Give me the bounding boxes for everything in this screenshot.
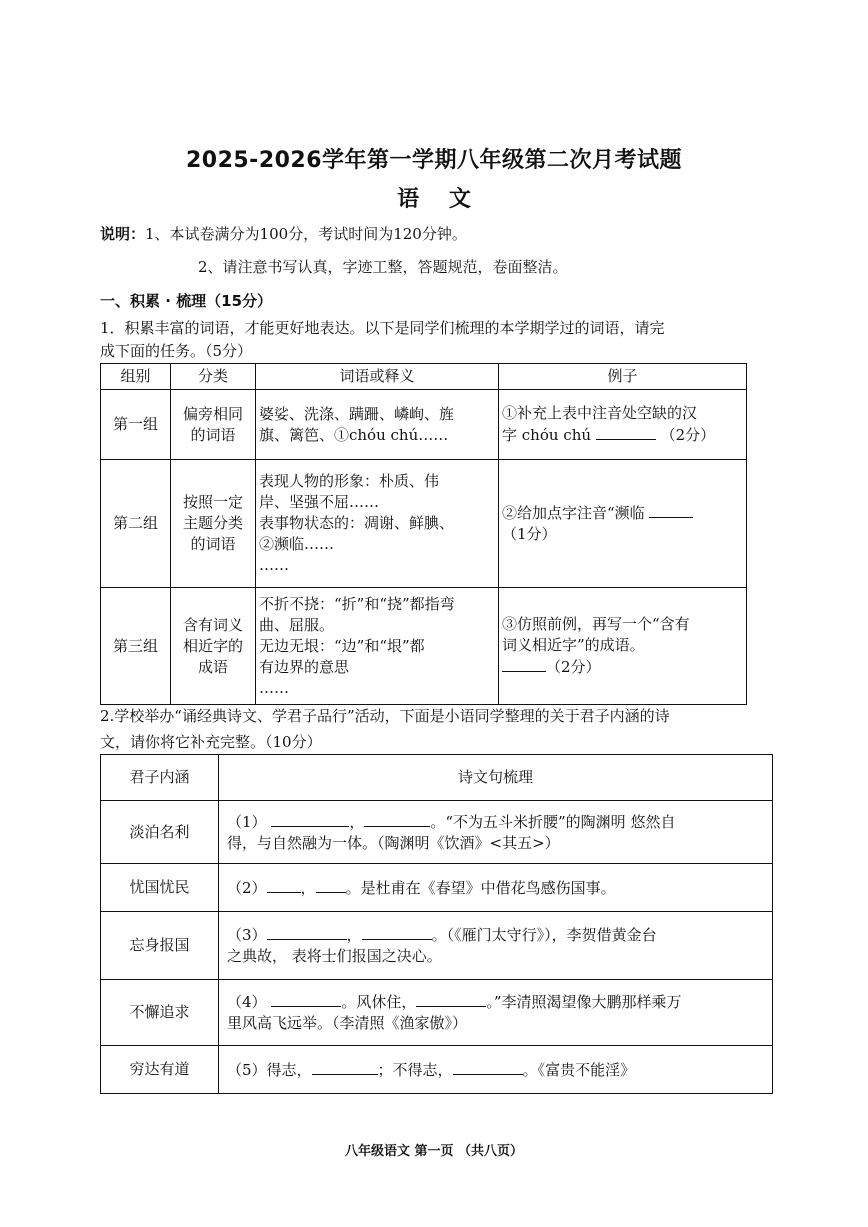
example-line: 词义相近字”的成语。 — [502, 636, 645, 654]
answer-blank[interactable] — [596, 424, 656, 440]
score-text: （2分） — [660, 426, 716, 444]
words-line: 无边无垠：“边”和“垠”都 — [259, 636, 425, 655]
poem-text: 。是杜甫在《春望》中借花鸟感伤国事。 — [345, 878, 616, 897]
poem-line — [227, 877, 769, 899]
category-cell — [171, 588, 256, 705]
example-line — [502, 424, 743, 446]
words-line: 表现人物的形象：朴质、伟 — [259, 472, 440, 490]
table-row — [101, 912, 773, 980]
section1-heading: 一、积累 · 梳理（15分） — [100, 292, 273, 310]
table-row — [101, 390, 747, 460]
instructions-label: 说明： — [100, 225, 146, 243]
words-line: 曲、屈服。 — [259, 615, 335, 634]
exam-title: 2025-2026学年第一学期八年级第二次月考试题 — [185, 148, 683, 173]
poem-line — [227, 811, 769, 833]
poem-cell — [219, 912, 773, 980]
answer-blank[interactable] — [267, 924, 347, 940]
col-header-poems: 诗文句梳理 — [219, 755, 773, 801]
page-footer: 八年级语文 第一页 （共八页） — [344, 1144, 524, 1159]
item-number: （1） — [227, 812, 267, 831]
answer-blank[interactable] — [453, 1059, 523, 1075]
group-cell: 第三组 — [101, 588, 171, 705]
col-header-category: 分类 — [171, 364, 256, 390]
poem-cell — [219, 801, 773, 864]
example-text: 字 chóu chú — [502, 426, 592, 444]
meaning-cell: 淡泊名利 — [101, 801, 219, 864]
poem-cell — [219, 864, 773, 912]
words-line: …… — [259, 556, 289, 574]
vocabulary-table-header — [101, 364, 747, 390]
example-line — [502, 656, 743, 678]
category-cell — [171, 460, 256, 588]
answer-blank[interactable] — [416, 991, 486, 1007]
category-line: 偏旁相同 — [182, 404, 243, 423]
poem-line: 得，与自然融为一体。（陶渊明《饮酒》<其五>） — [227, 833, 560, 852]
poem-line — [227, 1059, 769, 1081]
words-line: …… — [259, 678, 289, 697]
answer-blank[interactable] — [316, 877, 346, 893]
category-line: 含有词义 — [182, 615, 243, 634]
words-cell — [256, 588, 499, 705]
example-text: ②给加点字注音“濒临 — [502, 504, 645, 522]
category-line: 相近字的 — [182, 636, 243, 655]
example-cell — [499, 588, 747, 705]
poem-line: 里风高飞远举。（李清照《渔家傲》） — [227, 1014, 468, 1032]
instructions-line-2: 2、请注意书写认真，字迹工整，答题规范，卷面整洁。 — [198, 258, 568, 276]
table-row — [101, 588, 747, 705]
words-cell — [256, 390, 499, 460]
words-line: 岸、坚强不屈…… — [259, 493, 380, 511]
answer-blank[interactable] — [312, 1059, 378, 1075]
poem-text: （5）得志， — [227, 1060, 312, 1079]
punct: ， — [349, 812, 365, 831]
example-line: ③仿照前例，再写一个“含有 — [502, 615, 690, 633]
poem-text: 。”李清照渴望像大鹏那样乘万 — [486, 993, 682, 1011]
example-cell — [499, 390, 747, 460]
item-number: （3） — [227, 926, 267, 944]
poem-text: 。“不为五斗米折腰”的陶渊明 悠然自 — [430, 812, 676, 831]
punct: ， — [300, 878, 316, 897]
poem-line — [227, 991, 769, 1013]
item-number: （2） — [227, 878, 267, 897]
poetry-table-header — [101, 755, 773, 801]
punct: ， — [346, 926, 362, 944]
q2-text-line-2: 文，请你将它补充完整。（10分） — [100, 733, 322, 751]
answer-blank[interactable] — [502, 656, 546, 672]
vocabulary-table — [100, 363, 747, 705]
col-header-example: 例子 — [499, 364, 747, 390]
subject-char-2: 文 — [448, 187, 471, 212]
table-row — [101, 460, 747, 588]
col-header-words: 词语或释义 — [256, 364, 499, 390]
q2-text-line-1: 2.学校举办“诵经典诗文、学君子品行”活动，下面是小语同学整理的关于君子内涵的诗 — [100, 707, 670, 725]
category-line: 按照一定 — [182, 493, 243, 511]
poem-line — [227, 924, 769, 946]
item-number: （4） — [227, 993, 267, 1011]
subject-title — [0, 182, 868, 213]
example-line — [502, 502, 743, 524]
words-cell — [256, 460, 499, 588]
q1-text-line-1: 1．积累丰富的词语，才能更好地表达。以下是同学们梳理的本学期学过的词语，请完 — [100, 319, 665, 337]
table-row — [101, 1046, 773, 1094]
answer-blank[interactable] — [362, 924, 432, 940]
words-line: 旗、篱笆、①chóu chú…… — [259, 425, 449, 444]
table-row — [101, 801, 773, 864]
instructions-text-1: 1、本试卷满分为100分，考试时间为120分钟。 — [145, 225, 467, 243]
example-line: ①补充上表中注音处空缺的汉 — [502, 404, 698, 422]
table-row — [101, 980, 773, 1046]
poem-text: ；不得志， — [377, 1060, 453, 1079]
category-cell — [171, 390, 256, 460]
words-line: 婆娑、洗涤、蹒跚、嶙峋、旌 — [259, 404, 455, 423]
meaning-cell: 不懈追求 — [101, 980, 219, 1046]
col-header-group: 组别 — [101, 364, 171, 390]
answer-blank[interactable] — [267, 877, 301, 893]
meaning-cell: 穷达有道 — [101, 1046, 219, 1094]
words-line: 有边界的意思 — [259, 657, 350, 676]
subject-char-1: 语 — [397, 187, 420, 212]
col-header-meaning: 君子内涵 — [101, 755, 219, 801]
poem-text: 。《富贵不能淫》 — [522, 1060, 636, 1079]
poem-cell — [219, 1046, 773, 1094]
table-row — [101, 864, 773, 912]
score-text: （2分） — [546, 658, 601, 676]
instructions-line-1 — [100, 224, 467, 244]
meaning-cell: 忧国忧民 — [101, 864, 219, 912]
words-line: 表事物状态的：凋谢、鲜腆、 — [259, 514, 455, 532]
q1-text-line-2: 成下面的任务。（5分） — [100, 342, 253, 360]
answer-blank[interactable] — [649, 502, 693, 518]
poem-line: 之典故， 表将士们报国之决心。 — [227, 947, 442, 965]
category-line: 的词语 — [190, 535, 236, 553]
group-cell: 第二组 — [101, 460, 171, 588]
answer-blank[interactable] — [364, 811, 430, 827]
answer-blank[interactable] — [271, 811, 349, 827]
poem-cell — [219, 980, 773, 1046]
category-line: 主题分类 — [182, 514, 243, 532]
example-cell — [499, 460, 747, 588]
poem-text: 。风休住， — [341, 993, 417, 1011]
category-line: 的词语 — [190, 425, 236, 444]
meaning-cell: 忘身报国 — [101, 912, 219, 980]
poem-text: 。（《雁门太守行》），李贺借黄金台 — [431, 926, 657, 944]
example-line: （1分） — [502, 525, 557, 543]
answer-blank[interactable] — [271, 991, 341, 1007]
words-line: ②濒临…… — [259, 535, 335, 553]
poetry-table — [100, 754, 773, 1094]
group-cell: 第一组 — [101, 390, 171, 460]
category-line: 成语 — [197, 657, 228, 676]
words-line: 不折不挠：“折”和“挠”都指弯 — [259, 594, 455, 613]
